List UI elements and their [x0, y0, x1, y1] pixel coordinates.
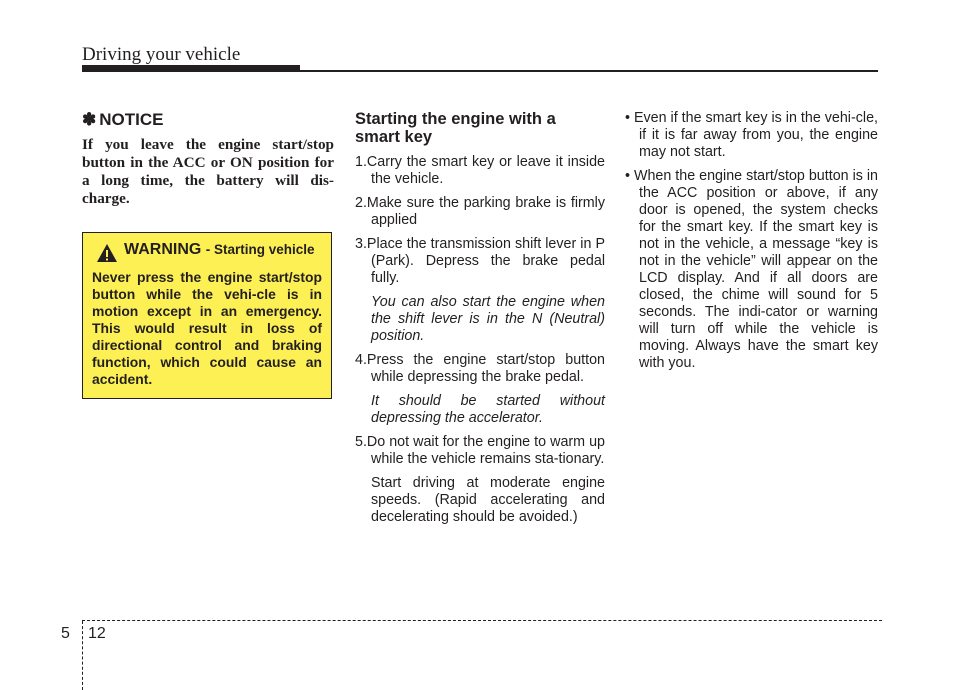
warning-body: Never press the engine start/stop button while the vehi-cle is in motion except in an emergency. This would result in loss of directional control and braking function, which could cause an accident. — [92, 269, 322, 387]
middle-column — [355, 110, 605, 533]
footer-rule — [82, 620, 882, 621]
step-3: 3.Place the transmission shift lever in P (Park). Depress the brake pedal fully. — [355, 236, 605, 286]
chapter-number: 5 — [61, 625, 70, 642]
step-5-extra: Start driving at moderate engine speeds. (Rapid accelerating and decelerating should be avoided.) — [371, 475, 605, 525]
header-title: Driving your vehicle — [82, 44, 241, 65]
step-3-note: You can also start the engine when the shift lever is in the N (Neutral) position. — [371, 294, 605, 344]
step-4: 4.Press the engine start/stop button while depressing the brake pedal. — [355, 352, 605, 385]
notice-body: If you leave the engine start/stop button in the ACC or ON position for a long time, the battery will dis-charge. — [82, 136, 334, 207]
warning-label: WARNING — [124, 241, 202, 258]
notice-heading — [82, 110, 334, 130]
warning-subtitle: - Starting vehicle — [205, 242, 315, 257]
footer-divider — [82, 621, 83, 690]
notice-symbol-icon: ✽ — [82, 110, 97, 129]
header-rule-thin — [300, 70, 878, 72]
warning-box — [82, 232, 332, 399]
warning-triangle-icon — [96, 243, 118, 263]
right-column — [625, 110, 878, 379]
step-5: 5.Do not wait for the engine to warm up while the vehicle remains sta-tionary. — [355, 434, 605, 467]
section-title: Starting the engine with a smart key — [355, 110, 556, 146]
step-1: 1.Carry the smart key or leave it inside the vehicle. — [355, 154, 605, 187]
warning-heading — [92, 241, 322, 263]
left-column — [82, 110, 334, 399]
bullet-item: • When the engine start/stop button is in the ACC position or above, if any door is opened, the system checks for the smart key. If the smart key is not in the vehicle, a message “key is not in the vehicle” will appear on the LCD display. And if all doors are closed, the chime will sound for 5 seconds. The indi-cator or warning will turn off while the vehicle is moving. Always have the smart key with you. — [625, 168, 878, 371]
page-number: 12 — [88, 625, 106, 642]
step-2: 2.Make sure the parking brake is firmly applied — [355, 195, 605, 228]
header-rule-thick — [82, 65, 300, 72]
bullet-item: • Even if the smart key is in the vehi-cle, if it is far away from you, the engine may not start. — [625, 110, 878, 160]
notice-title: NOTICE — [99, 110, 164, 129]
step-4-note: It should be started without depressing the accelerator. — [371, 393, 605, 426]
